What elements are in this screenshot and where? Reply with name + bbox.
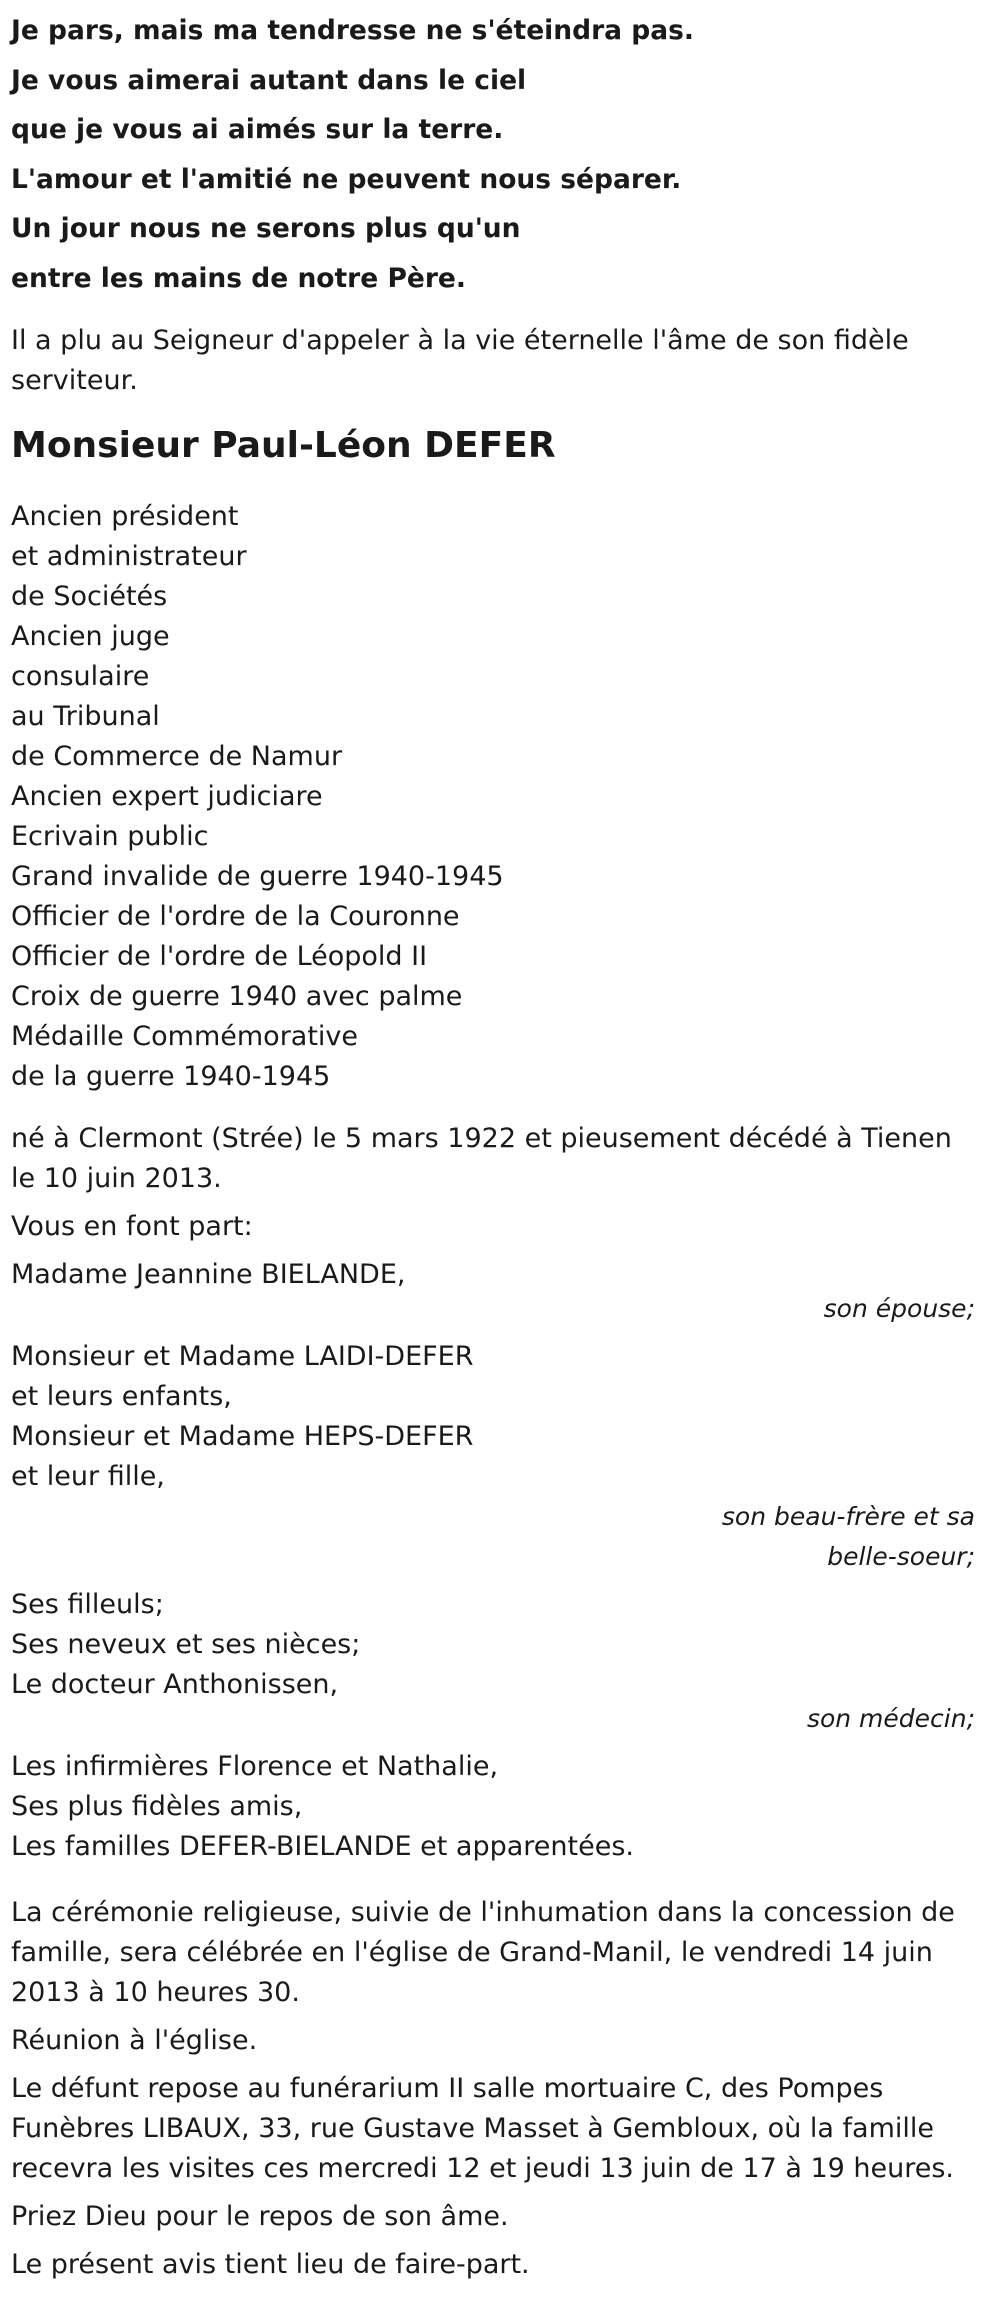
- family-line: Monsieur et Madame HEPS-DEFER: [11, 1421, 474, 1452]
- family-line: Ses filleuls;: [11, 1589, 164, 1620]
- birth-death-text: né à Clermont (Strée) le 5 mars 1922 et pieusement décédé à Tienen le 10 juin 2013.: [11, 1123, 952, 1194]
- poem: [11, 6, 975, 303]
- title-line: Ancien président: [11, 501, 239, 532]
- family-group-1-role: son beau-frère et sa: [721, 1502, 975, 1531]
- title-line: Croix de guerre 1940 avec palme: [11, 981, 463, 1012]
- reunion-text: Réunion à l'église.: [11, 2025, 258, 2056]
- family-spouse: Madame Jeannine BIELANDE,: [11, 1259, 406, 1290]
- poem-line: entre les mains de notre Père.: [11, 262, 466, 294]
- family-group-2-role: son médecin;: [806, 1704, 975, 1733]
- ceremony-text: La cérémonie religieuse, suivie de l'inhumation dans la concession de famille, sera célébrée en l'église de Grand-Manil, le vendredi 14 juin 2013 à 10 heures 30.: [11, 1897, 955, 2008]
- family-line: Le docteur Anthonissen,: [11, 1669, 339, 1700]
- title-line: Ancien expert judiciare: [11, 781, 323, 812]
- title-line: Ancien juge: [11, 621, 170, 652]
- title-line: au Tribunal: [11, 701, 160, 732]
- family-group-1-role: belle-soeur;: [827, 1542, 975, 1571]
- family-line: Ses plus fidèles amis,: [11, 1791, 303, 1822]
- deceased-name: Monsieur Paul-Léon DEFER: [11, 425, 556, 466]
- title-line: de la guerre 1940-1945: [11, 1061, 331, 1092]
- family-line: et leurs enfants,: [11, 1381, 232, 1412]
- prayer-text: Priez Dieu pour le repos de son âme.: [11, 2201, 509, 2232]
- poem-line: Je vous aimerai autant dans le ciel: [11, 64, 527, 96]
- family-line: Monsieur et Madame LAIDI-DEFER: [11, 1341, 474, 1372]
- poem-line: Un jour nous ne serons plus qu'un: [11, 213, 521, 244]
- family-group-3: [11, 1747, 975, 1867]
- title-line: Officier de l'ordre de Léopold II: [11, 941, 428, 972]
- poem-line: Je pars, mais ma tendresse ne s'éteindra pas.: [11, 15, 694, 46]
- family-line: Ses neveux et ses nièces;: [11, 1629, 361, 1660]
- title-line: Grand invalide de guerre 1940-1945: [11, 861, 504, 892]
- funeral-home-text: Le défunt repose au funérarium II salle mortuaire C, des Pompes Funèbres LIBAUX, 33, rue Gustave Masset à Gembloux, où la famille recevra les visites ces mercredi 12 et jeudi 13 juin de 17 à 19 heures.: [11, 2073, 955, 2184]
- title-line: Officier de l'ordre de la Couronne: [11, 901, 460, 932]
- title-line: consulaire: [11, 661, 150, 692]
- poem-line: que je vous ai aimés sur la terre.: [11, 114, 504, 145]
- poem-line: L'amour et l'amitié ne peuvent nous séparer.: [11, 163, 682, 195]
- notice-text: Le présent avis tient lieu de faire-part.: [11, 2249, 530, 2280]
- titles-list: [11, 497, 975, 1097]
- title-line: Médaille Commémorative: [11, 1021, 359, 1052]
- family-spouse-role: son épouse;: [823, 1294, 975, 1323]
- intro-text: Il a plu au Seigneur d'appeler à la vie éternelle l'âme de son fidèle serviteur.: [11, 325, 909, 396]
- title-line: de Commerce de Namur: [11, 741, 343, 772]
- family-line: Les infirmières Florence et Nathalie,: [11, 1751, 499, 1782]
- title-line: et administrateur: [11, 541, 247, 572]
- family-line: Les familles DEFER-BIELANDE et apparentées.: [11, 1831, 634, 1862]
- family-group-2: [11, 1585, 975, 1705]
- announce-text: Vous en font part:: [11, 1211, 253, 1242]
- title-line: de Sociétés: [11, 581, 168, 612]
- family-line: et leur fille,: [11, 1461, 165, 1492]
- family-group-1: [11, 1337, 975, 1497]
- title-line: Ecrivain public: [11, 821, 209, 852]
